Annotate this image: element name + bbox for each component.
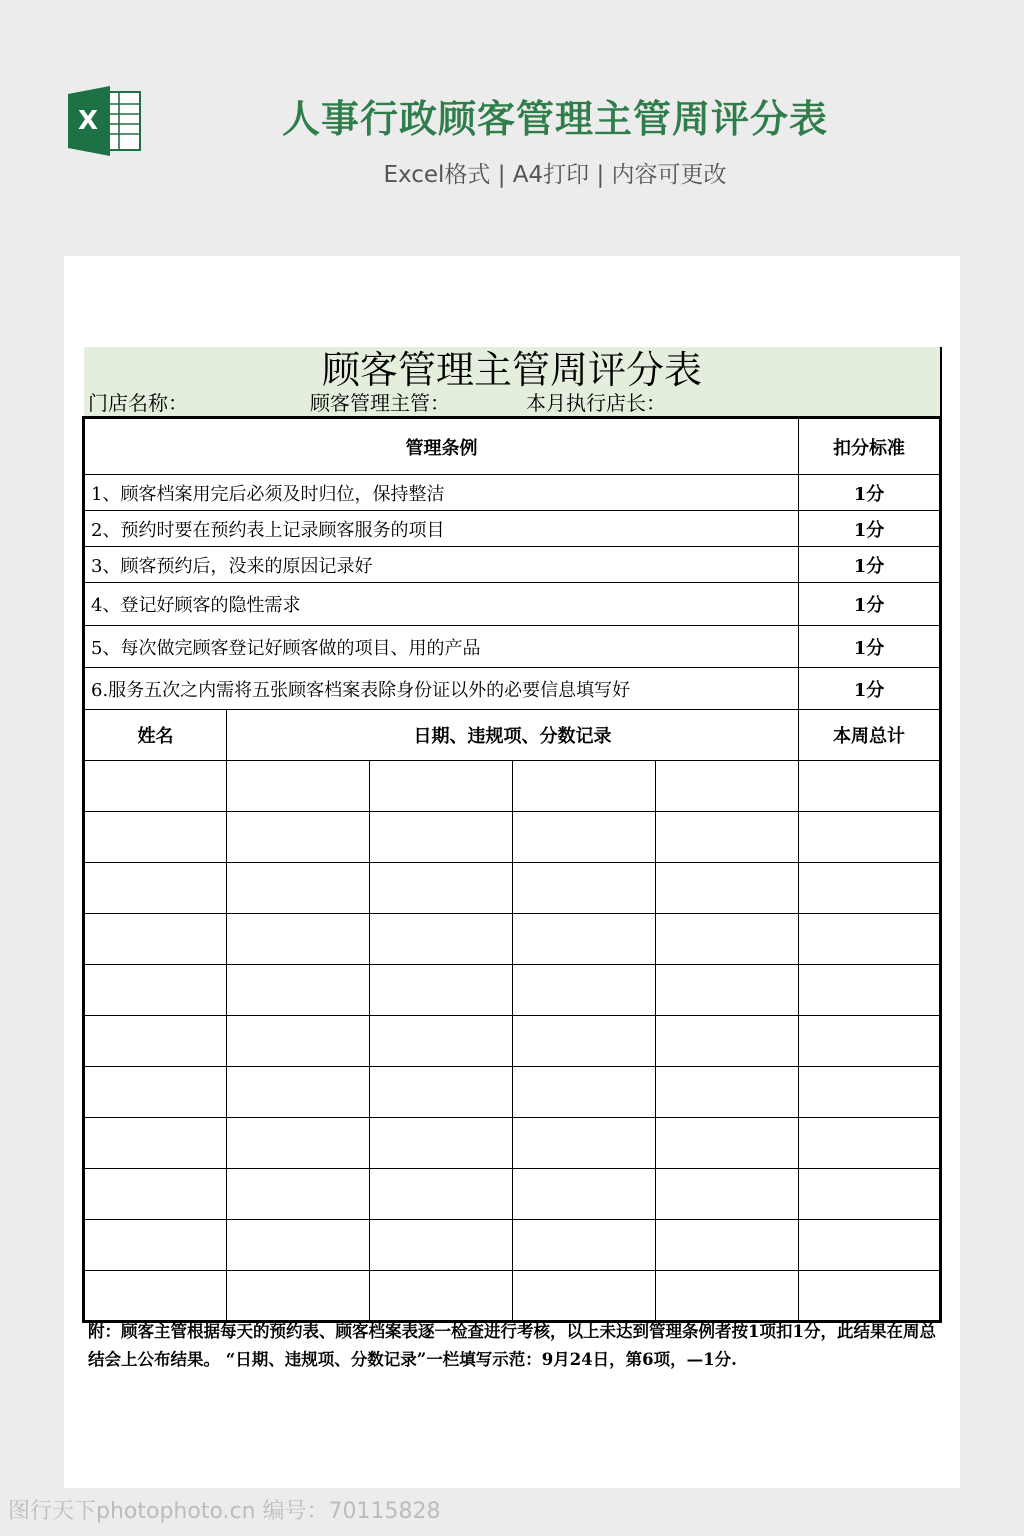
record-row bbox=[84, 1169, 941, 1220]
excel-logo-letter: X bbox=[77, 106, 99, 136]
record-cell[interactable] bbox=[227, 965, 370, 1016]
record-cell[interactable] bbox=[799, 965, 941, 1016]
record-cell[interactable] bbox=[227, 761, 370, 812]
form-header-band bbox=[84, 347, 942, 417]
record-row bbox=[84, 1067, 941, 1118]
record-cell[interactable] bbox=[84, 965, 227, 1016]
rule-score: 1分 bbox=[799, 547, 941, 583]
page-title: 人事行政顾客管理主管周评分表 bbox=[281, 97, 828, 141]
record-cell[interactable] bbox=[84, 1016, 227, 1067]
record-cell[interactable] bbox=[513, 914, 656, 965]
record-cell[interactable] bbox=[84, 1118, 227, 1169]
record-cell[interactable] bbox=[370, 812, 513, 863]
footnote: 附：顾客主管根据每天的预约表、顾客档案表逐一检查进行考核，以上未达到管理条例者按1项扣1分，此结果在周总结会上公布结果。 “日期、违规项、分数记录”一栏填写示范：9月24日，第6项，—1分. bbox=[88, 1322, 936, 1369]
name-column-header: 姓名 bbox=[84, 710, 227, 761]
record-cell[interactable] bbox=[799, 761, 941, 812]
rule-text: 6.服务五次之内需将五张顾客档案表除身份证以外的必要信息填写好 bbox=[84, 668, 799, 710]
record-cell[interactable] bbox=[656, 1220, 799, 1271]
record-cell[interactable] bbox=[513, 761, 656, 812]
deduction-column-header: 扣分标准 bbox=[799, 418, 941, 475]
rule-text: 1、顾客档案用完后必须及时归位，保持整洁 bbox=[84, 475, 799, 511]
record-cell[interactable] bbox=[84, 1169, 227, 1220]
record-cell[interactable] bbox=[370, 914, 513, 965]
record-cell[interactable] bbox=[227, 812, 370, 863]
record-cell[interactable] bbox=[799, 1220, 941, 1271]
rule-row bbox=[84, 511, 941, 547]
rule-score: 1分 bbox=[799, 668, 941, 710]
record-cell[interactable] bbox=[84, 1220, 227, 1271]
record-cell[interactable] bbox=[656, 1169, 799, 1220]
record-cell[interactable] bbox=[513, 1016, 656, 1067]
record-cell[interactable] bbox=[656, 863, 799, 914]
record-cell[interactable] bbox=[799, 914, 941, 965]
record-header-row bbox=[84, 710, 941, 761]
record-cell[interactable] bbox=[656, 965, 799, 1016]
record-cell[interactable] bbox=[84, 1271, 227, 1322]
record-cell[interactable] bbox=[370, 1067, 513, 1118]
record-cell[interactable] bbox=[227, 1016, 370, 1067]
rule-text: 5、每次做完顾客登记好顾客做的项目、用的产品 bbox=[84, 626, 799, 668]
record-cell[interactable] bbox=[656, 761, 799, 812]
record-row bbox=[84, 1118, 941, 1169]
record-cell[interactable] bbox=[513, 1220, 656, 1271]
rule-row bbox=[84, 668, 941, 710]
record-row bbox=[84, 914, 941, 965]
rules-header-row bbox=[84, 418, 941, 475]
evaluation-table bbox=[82, 416, 942, 1323]
rule-row bbox=[84, 626, 941, 668]
record-rows bbox=[84, 761, 941, 1322]
form-title: 顾客管理主管周评分表 bbox=[321, 348, 702, 392]
record-cell[interactable] bbox=[799, 1118, 941, 1169]
record-cell[interactable] bbox=[513, 863, 656, 914]
record-row bbox=[84, 1016, 941, 1067]
record-cell[interactable] bbox=[656, 1067, 799, 1118]
rule-text: 3、顾客预约后，没来的原因记录好 bbox=[84, 547, 799, 583]
record-cell[interactable] bbox=[513, 1271, 656, 1322]
record-row bbox=[84, 1271, 941, 1322]
rule-score: 1分 bbox=[799, 511, 941, 547]
watermark-text: 图行天下photophoto.cn 编号：70115828 bbox=[8, 1499, 441, 1524]
record-cell[interactable] bbox=[513, 1067, 656, 1118]
record-row bbox=[84, 863, 941, 914]
record-cell[interactable] bbox=[84, 1067, 227, 1118]
rule-row bbox=[84, 547, 941, 583]
record-cell[interactable] bbox=[370, 1118, 513, 1169]
page-subtitle: Excel格式 | A4打印 | 内容可更改 bbox=[383, 162, 727, 188]
record-cell[interactable] bbox=[84, 914, 227, 965]
record-cell[interactable] bbox=[656, 914, 799, 965]
record-cell[interactable] bbox=[370, 863, 513, 914]
record-row bbox=[84, 1220, 941, 1271]
record-cell[interactable] bbox=[227, 1271, 370, 1322]
record-cell[interactable] bbox=[799, 863, 941, 914]
record-cell[interactable] bbox=[84, 812, 227, 863]
rule-score: 1分 bbox=[799, 626, 941, 668]
rule-score: 1分 bbox=[799, 583, 941, 626]
rule-text: 2、预约时要在预约表上记录顾客服务的项目 bbox=[84, 511, 799, 547]
record-cell[interactable] bbox=[227, 1169, 370, 1220]
record-cell[interactable] bbox=[656, 1271, 799, 1322]
record-cell[interactable] bbox=[370, 761, 513, 812]
rule-text: 4、登记好顾客的隐性需求 bbox=[84, 583, 799, 626]
record-cell[interactable] bbox=[84, 761, 227, 812]
store-name-label: 门店名称： bbox=[88, 391, 188, 415]
record-cell[interactable] bbox=[227, 1067, 370, 1118]
record-cell[interactable] bbox=[513, 1169, 656, 1220]
record-cell[interactable] bbox=[227, 1220, 370, 1271]
record-cell[interactable] bbox=[799, 812, 941, 863]
record-cell[interactable] bbox=[513, 965, 656, 1016]
rule-row bbox=[84, 475, 941, 511]
record-cell[interactable] bbox=[656, 1118, 799, 1169]
record-cell[interactable] bbox=[799, 1169, 941, 1220]
record-cell[interactable] bbox=[513, 812, 656, 863]
record-cell[interactable] bbox=[370, 1016, 513, 1067]
record-column-header: 日期、违规项、分数记录 bbox=[227, 710, 799, 761]
rule-row bbox=[84, 583, 941, 626]
record-cell[interactable] bbox=[370, 965, 513, 1016]
record-row bbox=[84, 965, 941, 1016]
rule-score: 1分 bbox=[799, 475, 941, 511]
excel-logo-icon bbox=[68, 86, 142, 156]
record-cell[interactable] bbox=[370, 1169, 513, 1220]
record-cell[interactable] bbox=[227, 1118, 370, 1169]
record-cell[interactable] bbox=[370, 1220, 513, 1271]
record-cell[interactable] bbox=[799, 1271, 941, 1322]
record-cell[interactable] bbox=[513, 1118, 656, 1169]
record-cell[interactable] bbox=[799, 1016, 941, 1067]
record-row bbox=[84, 812, 941, 863]
record-cell[interactable] bbox=[656, 1016, 799, 1067]
rule-column-header: 管理条例 bbox=[84, 418, 799, 475]
record-cell[interactable] bbox=[227, 863, 370, 914]
record-row bbox=[84, 761, 941, 812]
supervisor-label: 顾客管理主管： bbox=[310, 391, 450, 415]
record-cell[interactable] bbox=[227, 914, 370, 965]
record-cell[interactable] bbox=[799, 1067, 941, 1118]
record-cell[interactable] bbox=[370, 1271, 513, 1322]
weekly-total-column-header: 本周总计 bbox=[799, 710, 941, 761]
record-cell[interactable] bbox=[656, 812, 799, 863]
store-manager-label: 本月执行店长： bbox=[526, 391, 666, 415]
record-cell[interactable] bbox=[84, 863, 227, 914]
